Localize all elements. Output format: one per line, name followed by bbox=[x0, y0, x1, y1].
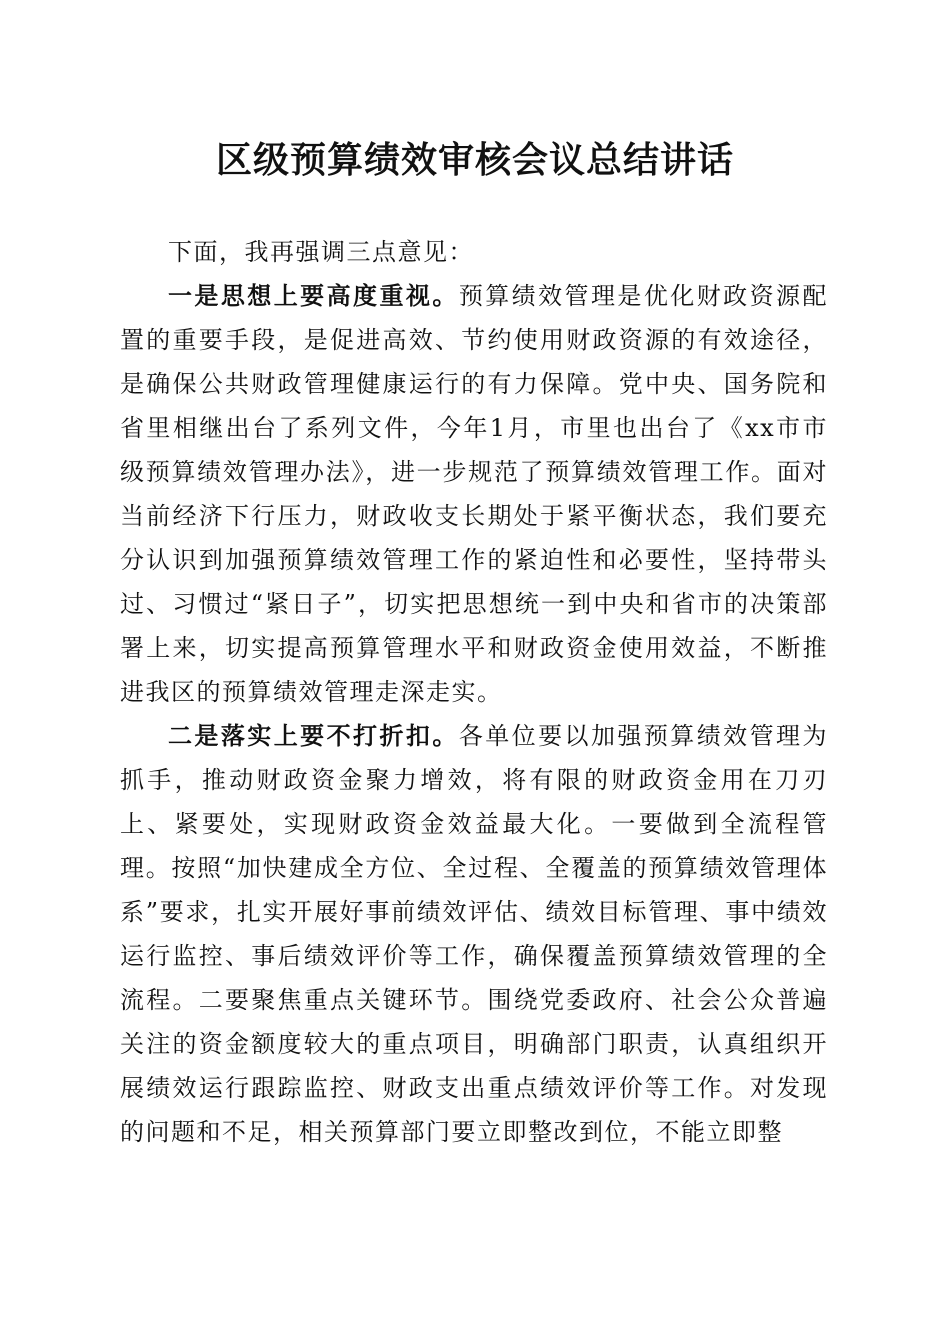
document-body bbox=[120, 230, 828, 1154]
paragraph-2 bbox=[120, 714, 828, 1154]
document-title: 区级预算绩效审核会议总结讲话 bbox=[215, 139, 734, 181]
paragraph-1 bbox=[120, 274, 828, 714]
paragraph-1-lead: 一是思想上要高度重视。 bbox=[168, 281, 459, 310]
intro-paragraph: 下面，我再强调三点意见： bbox=[168, 238, 474, 266]
paragraph-2-lead: 二是落实上要不打折扣。 bbox=[168, 721, 459, 750]
paragraph-2-text: 各单位要以加强预算绩效管理为抓手，推动财政资金聚力增效，将有限的财政资金用在刀刃上、紧要处，实现财政资金效益最大化。一要做到全流程管理。按照“加快建成全方位、全过程、全覆盖的预算绩效管理体系”要求，扎实开展好事前绩效评估、绩效目标管理、事中绩效运行监控、事后绩效评价等工作，确保覆盖预算绩效管理的全流程。二要聚焦重点关键环节。围绕党委政府、社会公众普遍关注的资金额度较大的重点项目，明确部门职责，认真组织开展绩效运行跟踪监控、财政支出重点绩效评价等工作。对发现的问题和不足，相关预算部门要立即整改到位，不能立即整 bbox=[120, 722, 828, 1146]
paragraph-1-text: 预算绩效管理是优化财政资源配置的重要手段，是促进高效、节约使用财政资源的有效途径，是确保公共财政管理健康运行的有力保障。党中央、国务院和省里相继出台了系列文件，今年1月，市里也出台了《xx市市级预算绩效管理办法》，进一步规范了预算绩效管理工作。面对当前经济下行压力，财政收支长期处于紧平衡状态，我们要充分认识到加强预算绩效管理工作的紧迫性和必要性，坚持带头过、习惯过“紧日子”，切实把思想统一到中央和省市的决策部署上来，切实提高预算管理水平和财政资金使用效益，不断推进我区的预算绩效管理走深走实。 bbox=[120, 282, 828, 706]
